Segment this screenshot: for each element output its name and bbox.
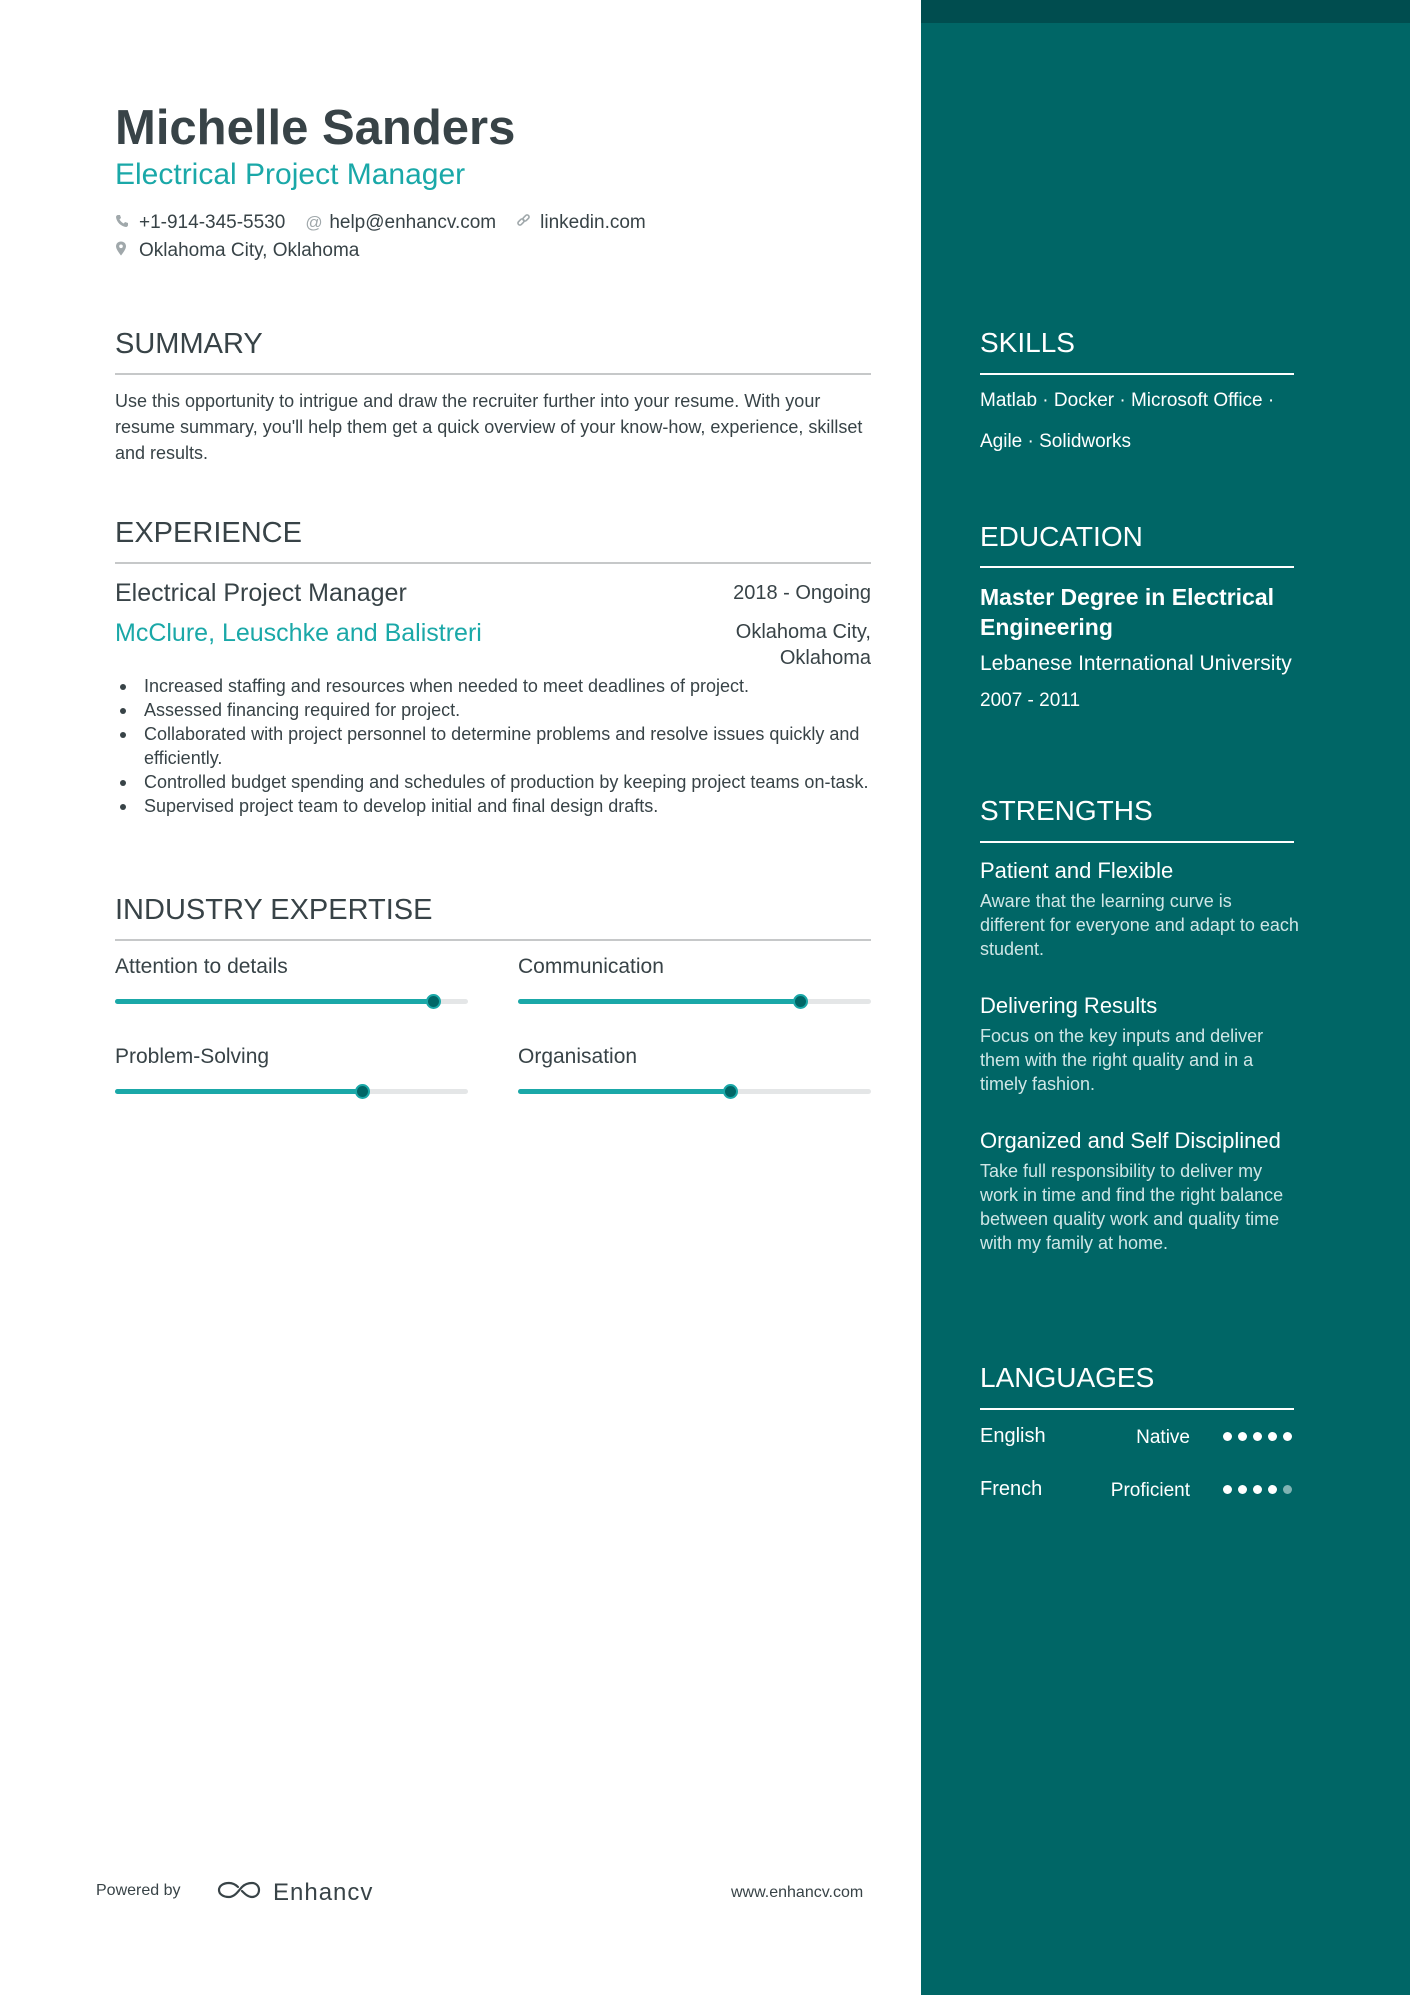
- expertise-bar-knob: [355, 1084, 370, 1099]
- languages-divider: [980, 1408, 1294, 1410]
- expertise-label: Attention to details: [115, 955, 288, 978]
- expertise-bar-fill: [115, 999, 433, 1004]
- candidate-name: Michelle Sanders: [115, 101, 516, 155]
- job-bullets: [115, 674, 875, 818]
- expertise-label: Problem-Solving: [115, 1045, 270, 1068]
- skills-line: Matlab · Docker · Microsoft Office ·: [980, 390, 1275, 411]
- phone-icon: [115, 210, 139, 236]
- proficiency-dot: [1268, 1485, 1277, 1494]
- list-item: Collaborated with project personnel to determine problems and resolve issues quickly and efficiently.: [115, 722, 875, 770]
- proficiency-dot: [1238, 1432, 1247, 1441]
- sidebar-top-band: [921, 0, 1410, 23]
- language-name: English: [980, 1425, 1046, 1447]
- expertise-bar-knob: [426, 994, 441, 1009]
- language-row: [980, 1422, 1294, 1452]
- language-name: French: [980, 1478, 1043, 1500]
- expertise-bar-knob: [723, 1084, 738, 1099]
- expertise-bar-knob: [793, 994, 808, 1009]
- expertise-item: [115, 953, 468, 981]
- language-row: [980, 1475, 1294, 1505]
- language-dots: [1223, 1432, 1292, 1441]
- education-divider: [980, 566, 1294, 568]
- strengths-divider: [980, 841, 1294, 843]
- expertise-item: [518, 1043, 871, 1071]
- education-years: 2007 - 2011: [980, 690, 1081, 711]
- strength-title: Organized and Self Disciplined: [980, 1128, 1281, 1153]
- list-item: Increased staffing and resources when needed to meet deadlines of project.: [115, 674, 875, 698]
- skills-heading: SKILLS: [980, 327, 1075, 358]
- job-dates: 2018 - Ongoing: [733, 582, 871, 604]
- expertise-bar: [115, 1089, 468, 1094]
- expertise-item: [518, 953, 871, 981]
- skills-list: [980, 380, 1300, 462]
- list-item: Assessed financing required for project.: [115, 698, 875, 722]
- proficiency-dot: [1238, 1485, 1247, 1494]
- strength-item: [980, 1126, 1300, 1255]
- education-entry: [980, 582, 1300, 714]
- proficiency-dot: [1223, 1485, 1232, 1494]
- expertise-heading: INDUSTRY EXPERTISE: [115, 894, 433, 926]
- expertise-bar: [518, 1089, 871, 1094]
- summary-heading: SUMMARY: [115, 328, 263, 360]
- strength-desc: Take full responsibility to deliver my work in time and find the right balance between quality work and quality time with my family at home.: [980, 1161, 1284, 1253]
- candidate-title: Electrical Project Manager: [115, 158, 466, 191]
- language-level: Native: [1136, 1427, 1190, 1448]
- footer-url[interactable]: www.enhancv.com: [731, 1884, 864, 1901]
- proficiency-dot: [1283, 1485, 1292, 1494]
- job-company: McClure, Leuschke and Balistreri: [115, 619, 482, 647]
- proficiency-dot: [1268, 1432, 1277, 1441]
- strength-item: [980, 991, 1300, 1096]
- experience-divider: [115, 562, 871, 564]
- skills-divider: [980, 373, 1294, 375]
- strength-desc: Focus on the key inputs and deliver them with the right quality and in a timely fashion.: [980, 1026, 1264, 1094]
- education-degree: Master Degree in Electrical Engineering: [980, 584, 1275, 640]
- contact-row: [115, 210, 666, 236]
- email-text[interactable]: help@enhancv.com: [329, 212, 497, 233]
- education-school: Lebanese International University: [980, 652, 1292, 675]
- link-item[interactable]: [516, 210, 646, 236]
- summary-divider: [115, 373, 871, 375]
- expertise-label: Organisation: [518, 1045, 638, 1068]
- skills-line: Agile · Solidworks: [980, 431, 1131, 452]
- strength-title: Patient and Flexible: [980, 858, 1174, 883]
- strength-item: [980, 856, 1300, 961]
- proficiency-dot: [1283, 1432, 1292, 1441]
- expertise-divider: [115, 939, 871, 941]
- language-dots: [1223, 1485, 1292, 1494]
- location-item: [115, 238, 359, 264]
- at-icon: @: [305, 213, 323, 232]
- job-role: Electrical Project Manager: [115, 579, 407, 607]
- phone-item: [115, 210, 285, 236]
- proficiency-dot: [1253, 1432, 1262, 1441]
- location-text: Oklahoma City, Oklahoma: [139, 240, 360, 261]
- link-text[interactable]: linkedin.com: [540, 212, 646, 233]
- strengths-heading: STRENGTHS: [980, 795, 1153, 826]
- proficiency-dot: [1253, 1485, 1262, 1494]
- map-pin-icon: [115, 238, 139, 264]
- languages-heading: LANGUAGES: [980, 1362, 1155, 1393]
- location-row: [115, 238, 379, 264]
- expertise-bar-fill: [518, 999, 800, 1004]
- expertise-bar-fill: [518, 1089, 730, 1094]
- summary-text: Use this opportunity to intrigue and draw the recruiter further into your resume. With your resume summary, you'll help them get a quick overview of your know-how, experience, skillset and results.: [115, 391, 863, 463]
- phone-text: +1-914-345-5530: [139, 212, 286, 233]
- list-item: Supervised project team to develop initial and final design drafts.: [115, 794, 875, 818]
- education-heading: EDUCATION: [980, 521, 1143, 552]
- enhancv-brand: Enhancv: [273, 1878, 374, 1906]
- enhancv-logo-icon: [215, 1878, 263, 1907]
- expertise-bar-fill: [115, 1089, 362, 1094]
- strength-desc: Aware that the learning curve is different for everyone and adapt to each student.: [980, 891, 1299, 959]
- expertise-item: [115, 1043, 468, 1071]
- powered-by-label: Powered by: [96, 1882, 181, 1899]
- strength-title: Delivering Results: [980, 993, 1158, 1018]
- job-location: Oklahoma City, Oklahoma: [735, 621, 871, 669]
- enhancv-logo[interactable]: [215, 1878, 373, 1907]
- link-icon: [516, 210, 540, 236]
- list-item: Controlled budget spending and schedules of production by keeping project teams on-task.: [115, 770, 875, 794]
- language-level: Proficient: [1110, 1480, 1190, 1501]
- email-item[interactable]: [305, 210, 496, 236]
- proficiency-dot: [1223, 1432, 1232, 1441]
- expertise-bar: [115, 999, 468, 1004]
- expertise-label: Communication: [518, 955, 664, 978]
- experience-heading: EXPERIENCE: [115, 517, 302, 549]
- expertise-bar: [518, 999, 871, 1004]
